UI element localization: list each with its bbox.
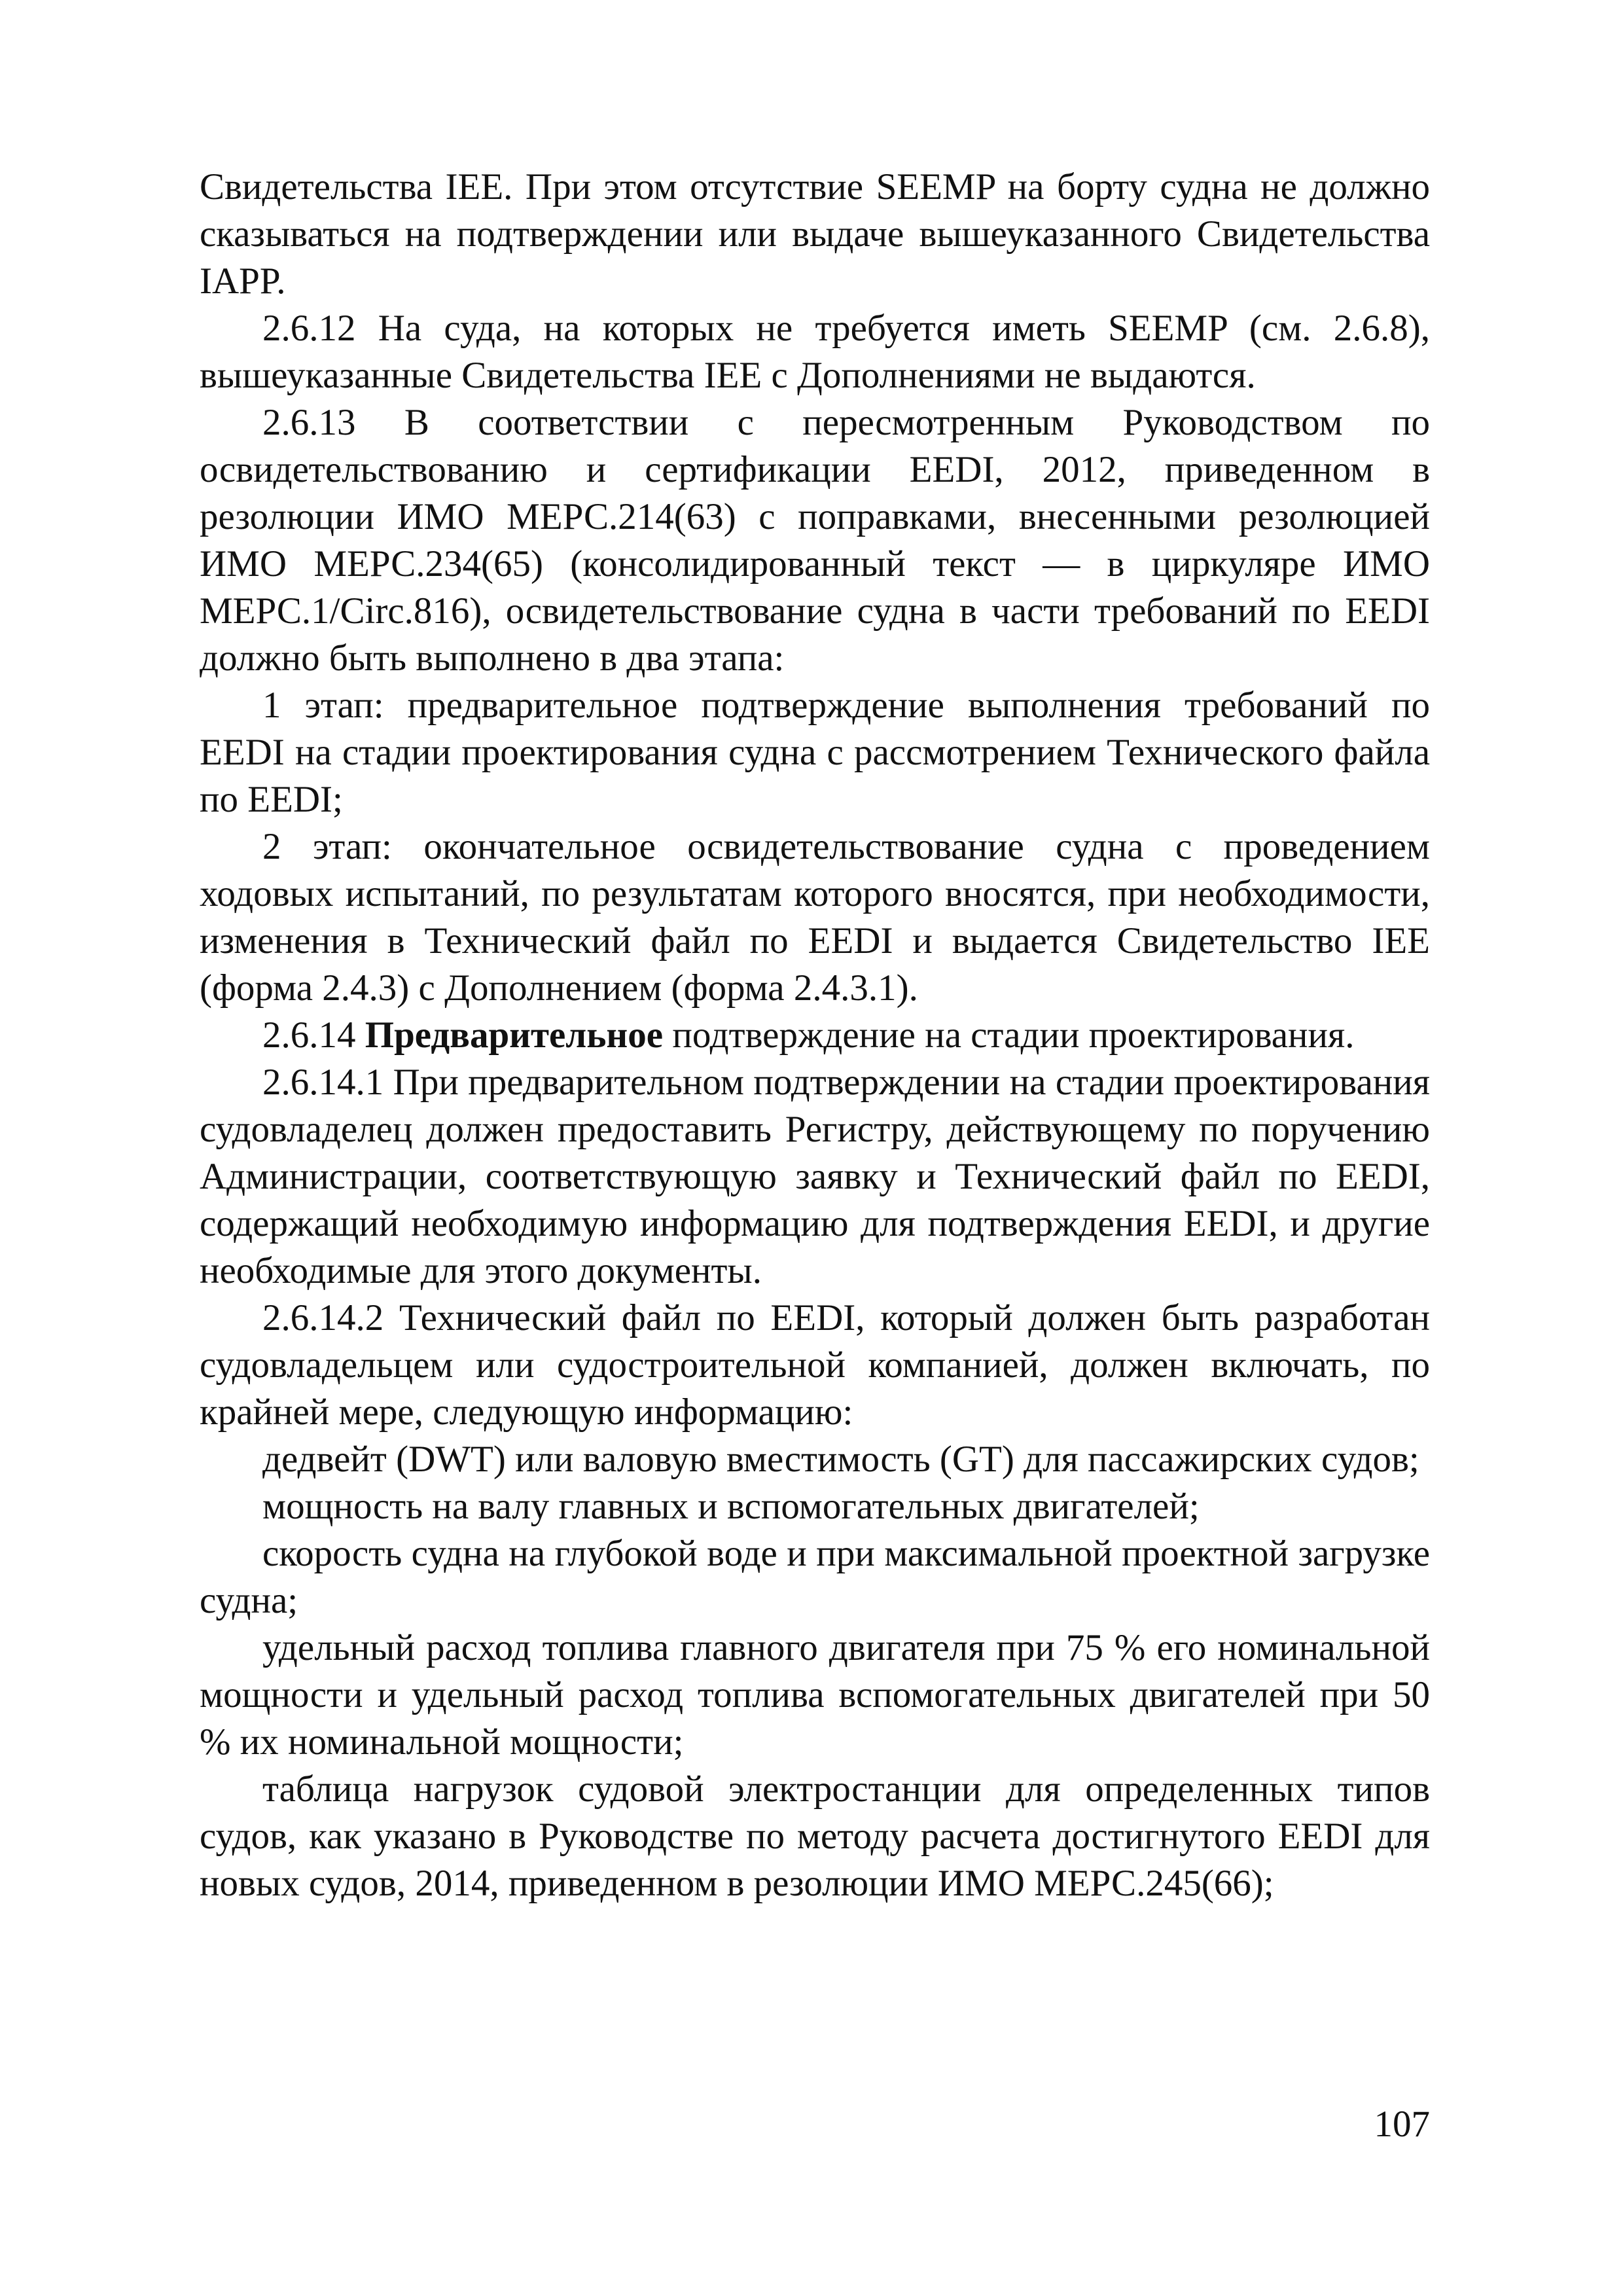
section-title-bold-word: Предварительное: [365, 1014, 664, 1056]
page-number: 107: [1374, 2104, 1430, 2145]
list-item-deadweight: дедвейт (DWT) или валовую вместимость (GT) для пассажирских судов;: [262, 1439, 1419, 1480]
section-title: Предварительное подтверждение на стадии проектирования.: [365, 1014, 1355, 1056]
list-item-fuel-consumption: удельный расход топлива главного двигателя при 75 % его номинальной мощности и удельный расход топлива вспомогательных двигателей при 50 % их номинальной мощности;: [200, 1627, 1430, 1763]
list-item-speed: скорость судна на глубокой воде и при максимальной проектной загрузке судна;: [200, 1533, 1430, 1621]
section-heading-2-6-14: [200, 1012, 1430, 1059]
list-item-shaft-power: мощность на валу главных и вспомогательных двигателей;: [262, 1486, 1200, 1527]
paragraph-2-6-13: 2.6.13 В соответствии с пересмотренным Руководством по освидетельствованию и сертификации EEDI, 2012, приведенном в резолюции ИМО МЕРС.214(63) с поправками, внесенными резолюцией ИМО МЕРС.234(65) (консолидированный текст — в циркуляре ИМО МЕРС.1/Circ.816), освидетельствование судна в части требований по EEDI должно быть выполнено в два этапа:: [200, 402, 1430, 679]
section-number: 2.6.14: [262, 1014, 356, 1056]
paragraph-2-6-14-2: 2.6.14.2 Технический файл по EEDI, который должен быть разработан судовладельцем или судостроительной компанией, должен включать, по крайней мере, следующую информацию:: [200, 1297, 1430, 1433]
paragraph-2-6-12: 2.6.12 На суда, на которых не требуется иметь SEEMP (см. 2.6.8), вышеуказанные Свидетельства IEE с Дополнениями не выдаются.: [200, 308, 1430, 396]
list-item-load-table: таблица нагрузок судовой электростанции для определенных типов судов, как указано в Руководстве по методу расчета достигнутого EEDI для новых судов, 2014, приведенном в резолюции ИМО МЕРС.245(66);: [200, 1768, 1430, 1904]
paragraph-2-6-14-1: 2.6.14.1 При предварительном подтверждении на стадии проектирования судовладелец должен предоставить Регистру, действующему по поручению Администрации, соответствующую заявку и Технический файл по EEDI, содержащий необходимую информацию для подтверждения EEDI, и другие необходимые для этого документы.: [200, 1062, 1430, 1291]
stage-1-item: 1 этап: предварительное подтверждение выполнения требований по EEDI на стадии проектирования судна с рассмотрением Технического файла по EEDI;: [200, 685, 1430, 820]
body-text: [200, 164, 1430, 1907]
paragraph-continuation: Свидетельства IEE. При этом отсутствие SEEMP на борту судна не должно сказываться на подтверждении или выдаче вышеуказанного Свидетельства IAPP.: [200, 166, 1430, 302]
stage-2-item: 2 этап: окончательное освидетельствование судна с проведением ходовых испытаний, по результатам которого вносятся, при необходимости, изменения в Технический файл по EEDI и выдается Свидетельство IEE (форма 2.4.3) с Дополнением (форма 2.4.3.1).: [200, 826, 1430, 1009]
